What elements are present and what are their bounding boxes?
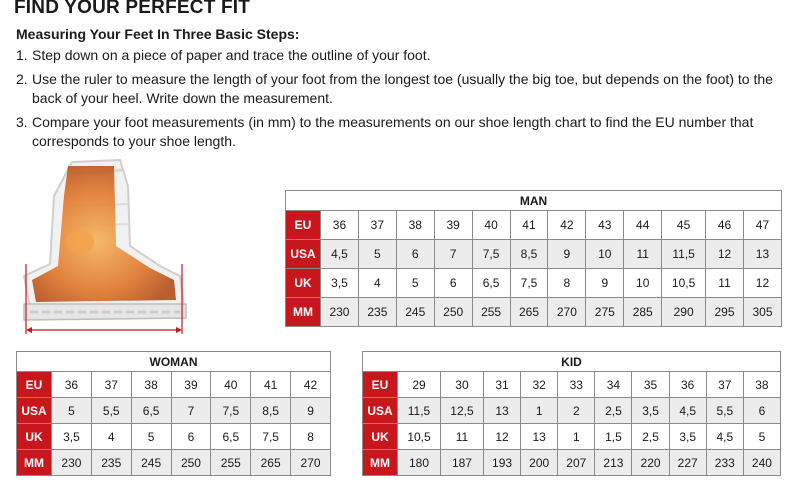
- size-cell: 10,5: [398, 424, 441, 450]
- size-cell: 11: [624, 240, 662, 269]
- size-cell: 1: [521, 398, 558, 424]
- size-cell: 37: [358, 211, 396, 240]
- table-title: KID: [363, 352, 781, 372]
- size-cell: 41: [251, 372, 291, 398]
- size-cell: 40: [472, 211, 510, 240]
- size-cell: 6,5: [131, 398, 171, 424]
- size-cell: 34: [595, 372, 632, 398]
- kid-size-table: [362, 351, 781, 476]
- step-number: 1.: [16, 47, 28, 63]
- row-label: MM: [363, 450, 398, 476]
- size-cell: 3,5: [632, 398, 669, 424]
- size-cell: 285: [624, 298, 662, 327]
- size-cell: 46: [706, 211, 744, 240]
- size-cell: 13: [483, 398, 520, 424]
- size-cell: 220: [632, 450, 669, 476]
- size-cell: 41: [510, 211, 548, 240]
- size-cell: 12: [743, 269, 781, 298]
- size-cell: 265: [510, 298, 548, 327]
- size-cell: 7: [434, 240, 472, 269]
- size-cell: 213: [595, 450, 632, 476]
- step-2: [16, 70, 796, 109]
- size-cell: 6,5: [472, 269, 510, 298]
- size-cell: 6: [434, 269, 472, 298]
- size-cell: 39: [171, 372, 211, 398]
- size-cell: 1: [558, 424, 595, 450]
- size-cell: 47: [743, 211, 781, 240]
- size-cell: 7,5: [472, 240, 510, 269]
- size-cell: 270: [548, 298, 586, 327]
- size-cell: 180: [398, 450, 441, 476]
- row-label: MM: [17, 450, 52, 476]
- size-cell: 5: [396, 269, 434, 298]
- size-cell: 187: [440, 450, 483, 476]
- boot-foot-illustration: [10, 156, 200, 338]
- size-cell: 45: [662, 211, 706, 240]
- size-cell: 11: [706, 269, 744, 298]
- woman-size-table: [16, 351, 331, 476]
- size-cell: 240: [743, 450, 780, 476]
- table-row: [363, 450, 781, 476]
- size-cell: 3,5: [669, 424, 706, 450]
- size-cell: 6: [396, 240, 434, 269]
- size-cell: 42: [291, 372, 331, 398]
- size-cell: 11,5: [662, 240, 706, 269]
- size-cell: 207: [558, 450, 595, 476]
- table-row: [286, 269, 782, 298]
- row-label: EU: [363, 372, 398, 398]
- size-cell: 265: [251, 450, 291, 476]
- size-cell: 8: [291, 424, 331, 450]
- size-cell: 43: [586, 211, 624, 240]
- step-1: [16, 46, 796, 66]
- row-label: MM: [286, 298, 321, 327]
- size-cell: 5: [131, 424, 171, 450]
- size-cell: 10,5: [662, 269, 706, 298]
- row-label: EU: [286, 211, 321, 240]
- size-cell: 5: [52, 398, 92, 424]
- table-row: [286, 298, 782, 327]
- size-cell: 7,5: [251, 424, 291, 450]
- table-row: [17, 450, 331, 476]
- size-cell: 6: [743, 398, 780, 424]
- size-cell: 12: [483, 424, 520, 450]
- size-cell: 35: [632, 372, 669, 398]
- size-cell: 230: [52, 450, 92, 476]
- size-cell: 7,5: [211, 398, 251, 424]
- table-row: [363, 398, 781, 424]
- size-cell: 44: [624, 211, 662, 240]
- size-cell: 38: [743, 372, 780, 398]
- size-cell: 38: [131, 372, 171, 398]
- size-cell: 235: [358, 298, 396, 327]
- size-cell: 7,5: [510, 269, 548, 298]
- size-cell: 235: [91, 450, 131, 476]
- size-cell: 6,5: [211, 424, 251, 450]
- size-cell: 5,5: [706, 398, 743, 424]
- size-cell: 1,5: [595, 424, 632, 450]
- size-cell: 11: [440, 424, 483, 450]
- size-cell: 38: [396, 211, 434, 240]
- table-title: WOMAN: [17, 352, 331, 372]
- steps-list: [16, 46, 796, 156]
- size-cell: 3,5: [52, 424, 92, 450]
- size-cell: 4,5: [669, 398, 706, 424]
- row-label: EU: [17, 372, 52, 398]
- size-cell: 29: [398, 372, 441, 398]
- size-cell: 255: [472, 298, 510, 327]
- size-cell: 3,5: [321, 269, 359, 298]
- size-cell: 227: [669, 450, 706, 476]
- size-cell: 245: [131, 450, 171, 476]
- size-cell: 5: [743, 424, 780, 450]
- size-cell: 200: [521, 450, 558, 476]
- step-text: Compare your foot measurements (in mm) to the measurements on our shoe length chart to find the EU number that corresponds to your shoe length.: [32, 113, 754, 149]
- size-cell: 36: [52, 372, 92, 398]
- size-cell: 270: [291, 450, 331, 476]
- size-cell: 6: [171, 424, 211, 450]
- step-text: Step down on a piece of paper and trace the outline of your foot.: [32, 47, 431, 63]
- size-cell: 12,5: [440, 398, 483, 424]
- size-cell: 9: [586, 269, 624, 298]
- size-cell: 40: [211, 372, 251, 398]
- size-cell: 9: [291, 398, 331, 424]
- size-cell: 31: [483, 372, 520, 398]
- step-number: 2.: [16, 70, 28, 87]
- step-3: [16, 113, 796, 152]
- size-cell: 12: [706, 240, 744, 269]
- size-cell: 42: [548, 211, 586, 240]
- step-text: Use the ruler to measure the length of your foot from the longest toe (usually the big toe, but depends on the foot) to the back of your heel. Write down the measurement.: [32, 70, 773, 106]
- size-cell: 193: [483, 450, 520, 476]
- step-number: 3.: [16, 113, 28, 130]
- size-cell: 2,5: [595, 398, 632, 424]
- size-cell: 10: [624, 269, 662, 298]
- row-label: UK: [363, 424, 398, 450]
- size-cell: 250: [434, 298, 472, 327]
- size-cell: 230: [321, 298, 359, 327]
- size-cell: 2,5: [632, 424, 669, 450]
- page-title: FIND YOUR PERFECT FIT: [14, 0, 251, 18]
- size-cell: 36: [669, 372, 706, 398]
- size-cell: 305: [743, 298, 781, 327]
- page-subtitle: Measuring Your Feet In Three Basic Steps:: [16, 26, 300, 42]
- table-row: [286, 240, 782, 269]
- size-cell: 295: [706, 298, 744, 327]
- size-cell: 30: [440, 372, 483, 398]
- size-cell: 9: [548, 240, 586, 269]
- size-cell: 11,5: [398, 398, 441, 424]
- table-row: [17, 398, 331, 424]
- size-cell: 13: [521, 424, 558, 450]
- size-cell: 8: [548, 269, 586, 298]
- row-label: USA: [363, 398, 398, 424]
- row-label: UK: [286, 269, 321, 298]
- size-cell: 7: [171, 398, 211, 424]
- table-title: MAN: [286, 191, 782, 211]
- size-cell: 37: [91, 372, 131, 398]
- size-cell: 5,5: [91, 398, 131, 424]
- row-label: USA: [286, 240, 321, 269]
- size-cell: 2: [558, 398, 595, 424]
- size-cell: 33: [558, 372, 595, 398]
- size-cell: 4,5: [706, 424, 743, 450]
- size-cell: 10: [586, 240, 624, 269]
- size-cell: 32: [521, 372, 558, 398]
- size-cell: 8,5: [251, 398, 291, 424]
- size-cell: 255: [211, 450, 251, 476]
- row-label: UK: [17, 424, 52, 450]
- size-cell: 275: [586, 298, 624, 327]
- size-cell: 5: [358, 240, 396, 269]
- size-cell: 250: [171, 450, 211, 476]
- size-cell: 37: [706, 372, 743, 398]
- size-cell: 39: [434, 211, 472, 240]
- man-size-table: [285, 190, 782, 327]
- size-cell: 4,5: [321, 240, 359, 269]
- table-row: [363, 424, 781, 450]
- size-cell: 36: [321, 211, 359, 240]
- row-label: USA: [17, 398, 52, 424]
- size-cell: 245: [396, 298, 434, 327]
- size-cell: 233: [706, 450, 743, 476]
- size-cell: 8,5: [510, 240, 548, 269]
- size-cell: 4: [91, 424, 131, 450]
- table-row: [363, 372, 781, 398]
- size-cell: 13: [743, 240, 781, 269]
- size-cell: 290: [662, 298, 706, 327]
- table-row: [17, 372, 331, 398]
- table-row: [17, 424, 331, 450]
- size-cell: 4: [358, 269, 396, 298]
- table-row: [286, 211, 782, 240]
